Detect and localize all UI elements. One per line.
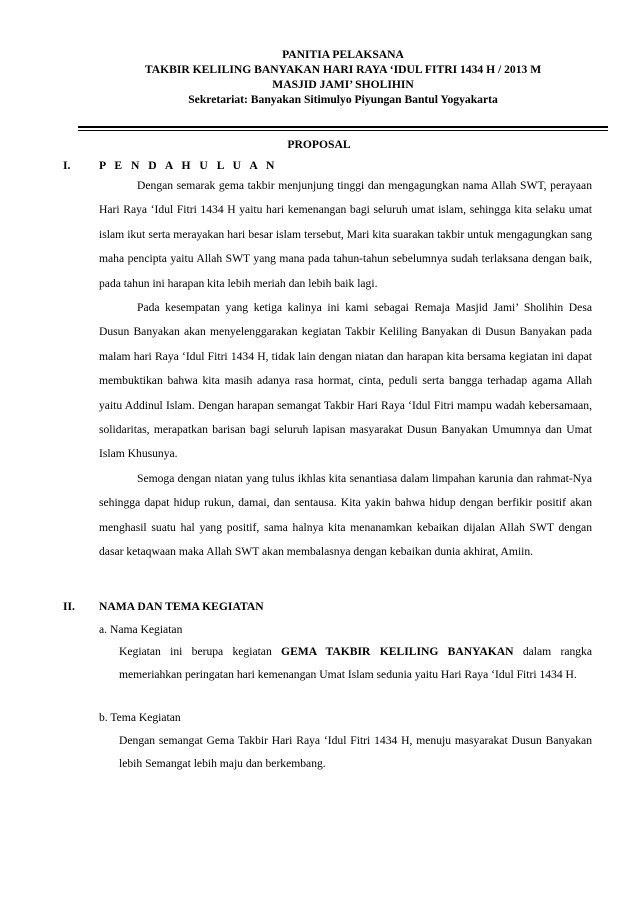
letterhead-divider-thin — [78, 130, 608, 131]
subsection-a-label: a. Nama Kegiatan — [99, 623, 183, 636]
document-title: PROPOSAL — [287, 138, 351, 151]
subsection-b-text: Dengan semangat Gema Takbir Hari Raya ‘Idul Fitri 1434 H, menuju masyarakat Dusun Banyakan lebih Semangat lebih maju dan berkembang. — [119, 734, 592, 770]
letterhead-mosque: MASJID JAMI’ SHOLIHIN — [272, 78, 414, 91]
letterhead-committee: PANITIA PELAKSANA — [282, 48, 404, 61]
section-2-number: II. — [63, 600, 75, 613]
letterhead-divider-thick — [78, 126, 608, 128]
subsection-b-label: b. Tema Kegiatan — [99, 711, 181, 724]
subsection-a-text — [119, 641, 592, 686]
event-name: GEMA TAKBIR KELILING BANYAKAN — [281, 645, 514, 658]
letterhead — [78, 47, 608, 107]
section-2-title: NAMA DAN TEMA KEGIATAN — [99, 600, 264, 613]
section-1-number: I. — [63, 159, 71, 172]
section-1-paragraph: Dengan semarak gema takbir menjunjung tinggi dan mengagungkan nama Allah SWT, perayaan Hari Raya ‘Idul Fitri 1434 H yaitu hari kemenangan bagi seluruh umat islam, sehingga kita selaku umat islam ikut serta merayakan hari besar islam tersebut, Mari kita suarakan takbir untuk mengagungkan sang maha pencipta yaitu Allah SWT yang mana pada tahun-tahun sebelumnya sudah terlaksana dengan baik, pada tahun ini harapan kita lebih meriah dan lebih baik lagi. — [99, 179, 592, 290]
section-1-title: P E N D A H U L U A N — [99, 159, 278, 172]
section-1-paragraph: Pada kesempatan yang ketiga kalinya ini kami sebagai Remaja Masjid Jami’ Sholihin Desa Dusun Banyakan akan menyelenggarakan kegiatan Takbir Keliling Banyakan di Dusun Banyakan pada malam hari Raya ‘Idul Fitri 1434 H, tidak lain dengan niatan dan harapan kita bersama kegiatan ini dapat membuktikan bahwa kita masih adanya rasa hormat, cinta, peduli serta bangga terhadap agama Allah yaitu Addinul Islam. Dengan harapan semangat Takbir Hari Raya ‘Idul Fitri mampu wadah kebersamaan, solidaritas, merapatkan barisan bagi seluruh lapisan masyarakat Dusun Banyakan Umumnya dan Umat Islam Khusunya. — [99, 301, 592, 461]
subsection-a-text-end: dalam rangka memeriahkan peringatan hari kemenangan Umat Islam sedunia yaitu Hari Raya ‘Idul Fitri 1434 H. — [119, 645, 593, 681]
section-1-body — [99, 174, 592, 565]
letterhead-event: TAKBIR KELILING BANYAKAN HARI RAYA ‘IDUL FITRI 1434 H / 2013 M — [144, 63, 542, 76]
subsection-a-text-start: Kegiatan ini berupa kegiatan — [119, 645, 282, 658]
section-1-paragraph: Semoga dengan niatan yang tulus ikhlas kita senantiasa dalam limpahan karunia dan rahmat-Nya sehingga dapat hidup rukun, damai, dan sentausa. Kita yakin bahwa hidup dengan berfikir positif akan menghasil suatu hal yang positif, sama halnya kita menanamkan kebaikan dijalan Allah SWT dengan dasar ketaqwaan maka Allah SWT akan membalasnya dengan kebaikan dunia akhirat, Amiin. — [99, 471, 592, 559]
letterhead-secretariat: Sekretariat: Banyakan Sitimulyo Piyungan Bantul Yogyakarta — [188, 93, 498, 106]
